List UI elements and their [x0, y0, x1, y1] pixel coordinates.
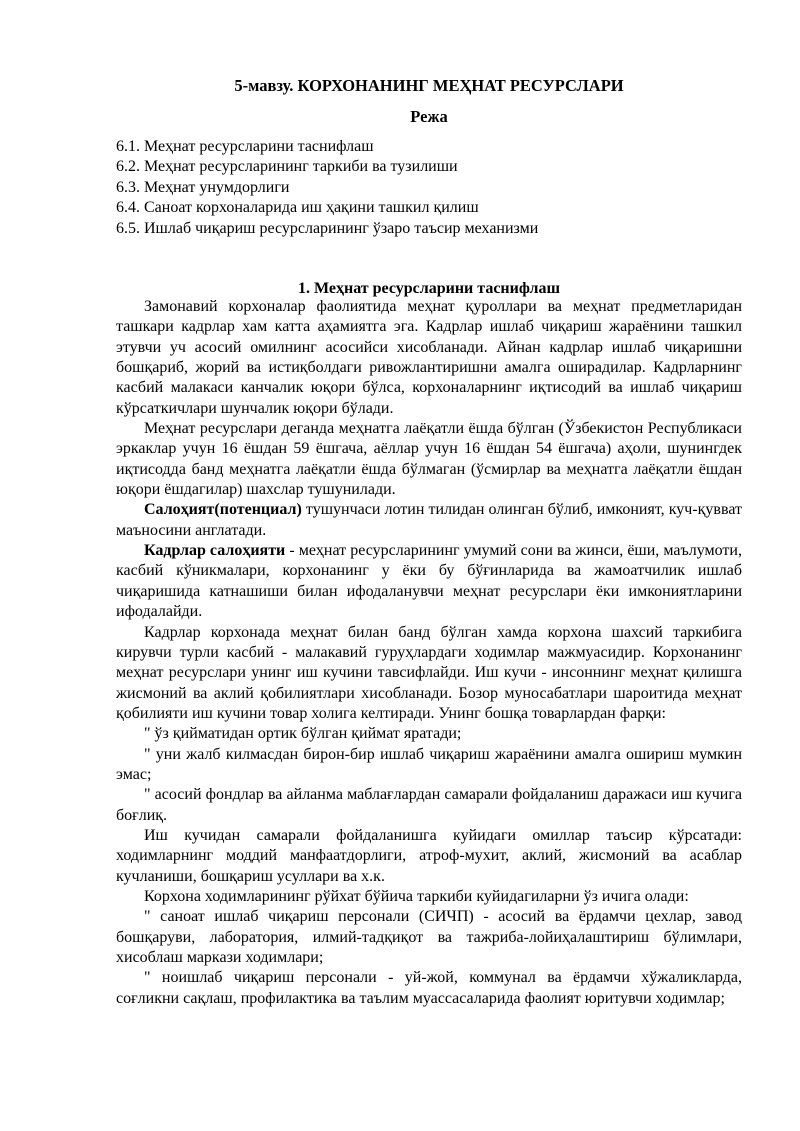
plan-heading: Режа — [410, 107, 448, 126]
paragraph: Кадрлар корхонада меҳнат билан банд бўлган хамда корхона шахсий таркибига кирувчи турли касбий - малакавий гуруҳлардаги ходимлар мажмуасидир. Корхонанинг меҳнат ресурслари унинг иш кучини тавсифлайди. Иш кучи - инсоннинг меҳнат қилишга жисмоний ва аклий қобилиятлари хисобланади. Бозор муносабатлари шароитида меҳнат қобилияти иш кучини товар холига келтиради. Унинг бошқа товарлардан фарқи: — [116, 623, 742, 722]
plan-item: 6.3. Меҳнат унумдорлиги — [116, 178, 290, 196]
paragraph — [116, 500, 742, 541]
paragraph: Замонавий корхоналар фаолиятида меҳнат қуроллари ва меҳнат предметларидан ташкари кадрлар хам катта аҳамиятга эга. Кадрлар ишлаб чиқариш жараёнини ташкил этувчи уч асосий омилнинг асосийси хисобланади. Айнан кадрлар ишлаб чиқаришни бошқариб, жорий ва истиқболдаги ривожлантиришни амалга оширадилар. Кадрларнинг касбий малакаси канчалик юқори бўлса, корхоналарнинг иқтисодий ва ишлаб чиқариш кўрсаткичлари шунчалик юқори бўлади. — [116, 298, 742, 417]
bullet-item: " асосий фондлар ва айланма маблағлардан самарали фойдаланиш даражаси иш кучига боғлиқ. — [116, 786, 742, 824]
bullet-item: " уни жалб килмасдан бирон-бир ишлаб чиқариш жараёнини амалга ошириш мумкин эмас; — [116, 745, 742, 783]
section-title: 1. Меҳнат ресурсларини таснифлаш — [297, 280, 561, 297]
plan-list — [116, 137, 756, 239]
bullet-item: " ноишлаб чиқариш персонали - уй-жой, коммунал ва ёрдамчи хўжаликларда, соғликни сақлаш, профилактика ва таълим муассасаларида фаолият юритувчи ходимлар; — [116, 969, 742, 1007]
bullet-item: " саноат ишлаб чиқариш персонали (СИЧП) - асосий ва ёрдамчи цехлар, завод бошқаруви, лаборатория, илмий-тадқиқот ва тажриба-лойиҳалаштириш бўлимлари, хисоблаш маркази ходимлари; — [116, 908, 742, 966]
term-bold: Кадрлар салоҳияти — [144, 542, 286, 560]
plan-item: 6.4. Саноат корхоналарида иш ҳақини ташкил қилиш — [116, 199, 479, 217]
paragraph: Меҳнат ресурслари деганда меҳнатга лаёқатли ёшда бўлган (Ўзбекистон Республикаси эркаклар учун 16 ёшдан 59 ёшгача, аёллар учун 16 ёшдан 54 ёшгача) аҳоли, шунингдек иқтисодда банд меҳнатга лаёқатли ёшда бўлмаган (ўсмирлар ва меҳнатга лаёқатли ёшдан юқори ёшдагилар) шахслар тушунилади. — [116, 420, 742, 499]
body-text — [116, 297, 742, 1009]
plan-item: 6.5. Ишлаб чиқариш ресурсларининг ўзаро таъсир механизми — [116, 219, 539, 237]
plan-item: 6.1. Меҳнат ресурсларини таснифлаш — [116, 138, 374, 155]
term-definition: - меҳнат ресурсларининг умумий сони ва жинси, ёши, маълумоти, касбий кўникмалари, корхонанинг у ёки бу бўғинларида ва жамоатчилик ишлаб чиқаришида катнашиши билан ифодаланувчи меҳнат ресурслари ёки имкониятларини ифодалайди. — [116, 542, 742, 621]
paragraph: Иш кучидан самарали фойдаланишга куйидаги омиллар таъсир кўрсатади: ходимларнинг моддий манфаатдорлиги, атроф-мухит, аклий, жисмоний ва асаблар кучланиши, бошқариш усуллари ва х.к. — [116, 826, 742, 885]
paragraph — [116, 541, 742, 622]
page-title: 5-мавзу. КОРХОНАНИНГ МЕҲНАТ РЕСУРСЛАРИ — [234, 76, 624, 95]
paragraph: Корхона ходимларининг рўйхат бўйича таркиби куйидагиларни ўз ичига олади: — [144, 887, 689, 905]
term-bold: Салоҳият(потенциал) — [144, 501, 302, 519]
term-definition: тушунчаси лотин тилидан олинган бўлиб, имконият, куч-қувват маъносини англатади. — [116, 501, 742, 539]
bullet-item: " ўз қийматидан ортик бўлган қиймат яратади; — [144, 725, 462, 743]
plan-item: 6.2. Меҳнат ресурсларининг таркиби ва тузилиши — [116, 158, 458, 176]
